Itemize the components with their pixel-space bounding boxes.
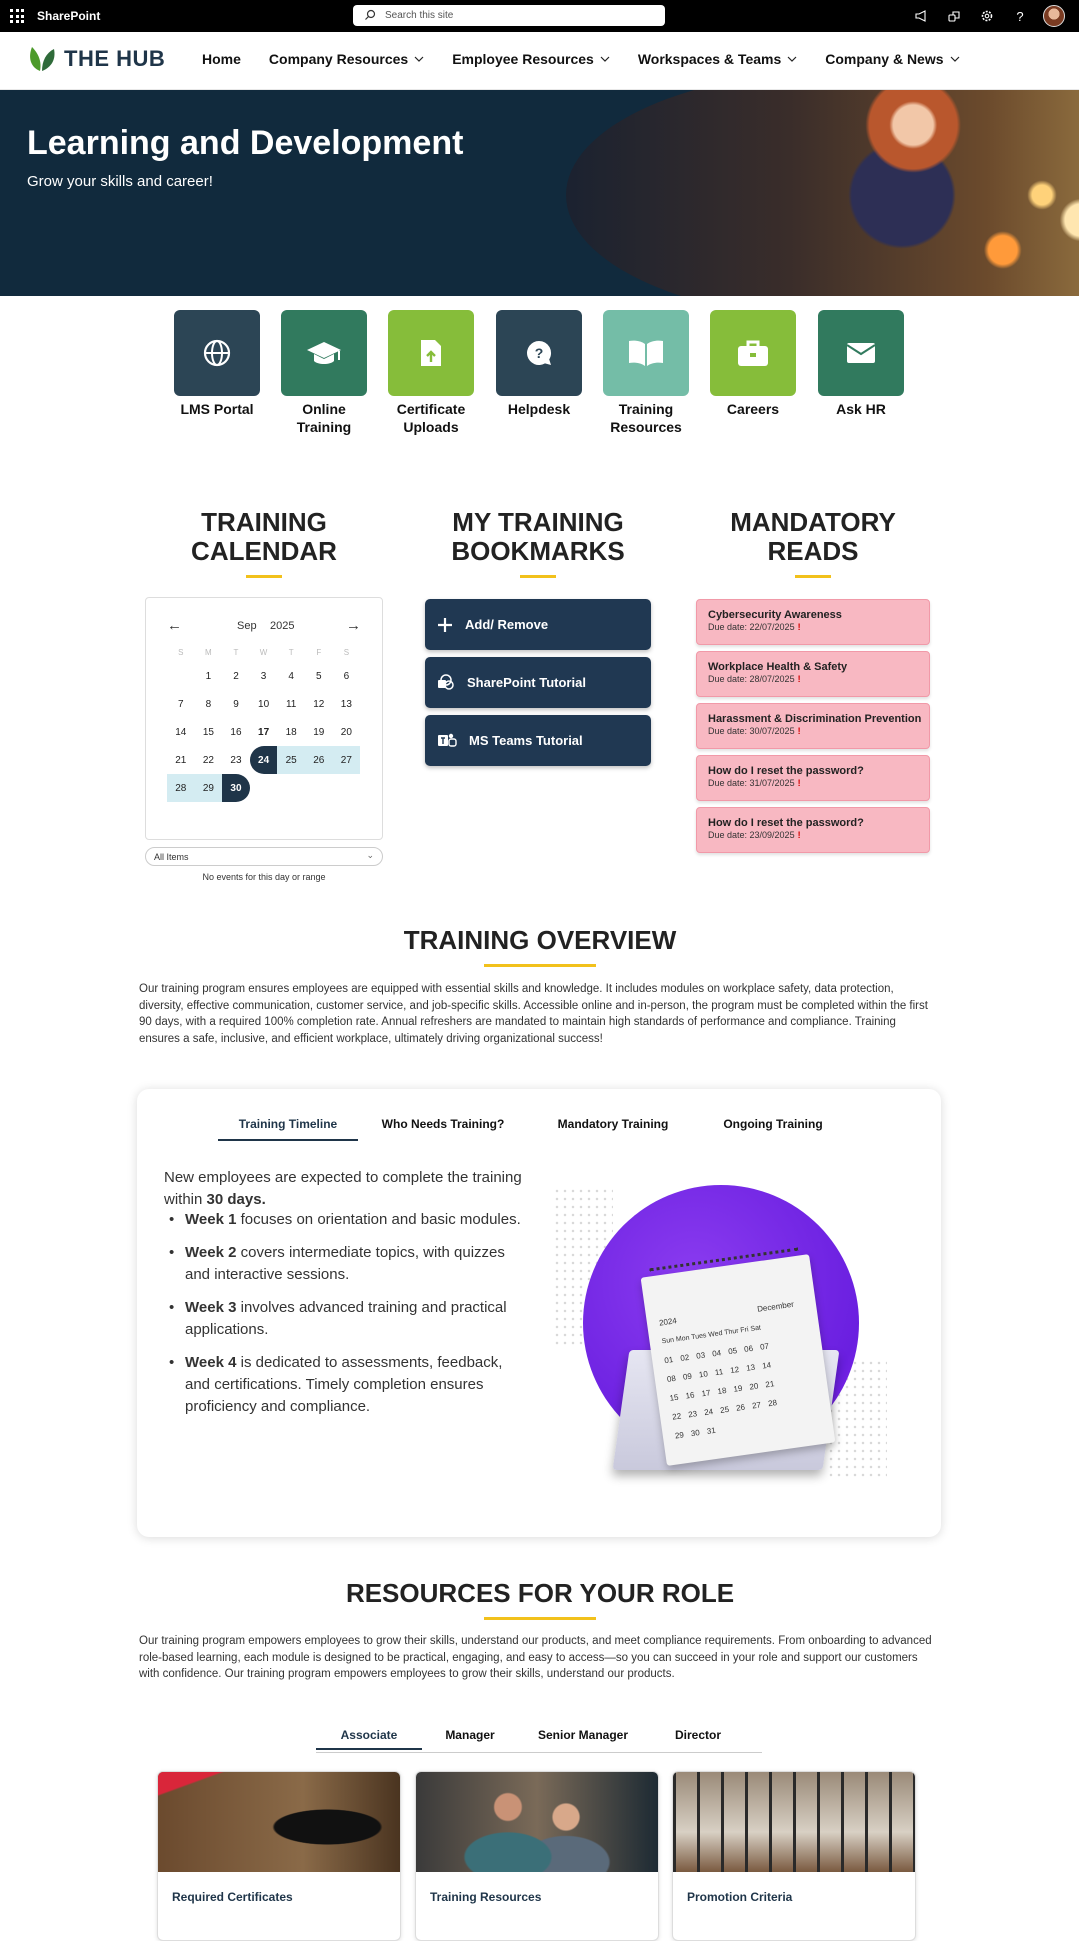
tab-director[interactable]: Director	[674, 1728, 721, 1742]
calendar-day[interactable]: 1	[205, 670, 212, 682]
tab-associate[interactable]: Associate	[316, 1728, 422, 1750]
read-title: Workplace Health & Safety	[708, 661, 848, 673]
search-input[interactable]	[353, 5, 665, 26]
logo-text: THE HUB	[64, 46, 166, 71]
mandatory-read-item[interactable]	[696, 755, 930, 801]
alert-icon: !	[797, 622, 801, 632]
hero-subtitle: Grow your skills and career!	[27, 173, 213, 190]
alert-icon: !	[797, 778, 801, 788]
resources-heading: RESOURCES FOR YOUR ROLE	[345, 1578, 735, 1608]
bookmark-add-remove[interactable]	[425, 599, 651, 650]
overview-heading: TRAINING OVERVIEW	[403, 925, 677, 955]
illustration-month: December	[756, 1299, 795, 1314]
leaf-logo-icon	[26, 45, 58, 73]
tab-who-needs-training[interactable]: Who Needs Training?	[381, 1117, 505, 1131]
calendar-year[interactable]: 2025	[270, 620, 295, 632]
card-title: Required Certificates	[172, 1890, 293, 1904]
envelope-icon	[818, 310, 904, 396]
site-navigation	[0, 32, 1079, 90]
chevron-down-icon	[787, 56, 797, 62]
calendar-day[interactable]: 5	[315, 670, 322, 682]
tab-ongoing-training[interactable]: Ongoing Training	[723, 1117, 823, 1131]
read-due-date: Due date: 30/07/2025	[708, 726, 795, 736]
read-due-date: Due date: 23/09/2025	[708, 830, 795, 840]
calendar-day-in-range[interactable]: 29	[195, 774, 223, 802]
resource-card[interactable]	[415, 1771, 659, 1941]
calendar-day[interactable]: 7	[178, 698, 184, 710]
bookmarks-heading: MY TRAINING BOOKMARKS	[451, 507, 625, 566]
calendar-day-in-range[interactable]: 26	[305, 746, 333, 774]
training-calendar	[145, 597, 383, 840]
quick-link-training-resources[interactable]	[596, 310, 696, 436]
calendar-day[interactable]: 23	[230, 754, 242, 766]
hero-image	[566, 90, 1079, 296]
calendar-filter-dropdown[interactable]	[145, 847, 383, 866]
bookmark-label: Add/ Remove	[465, 617, 549, 632]
quick-link-lms-portal[interactable]	[167, 310, 267, 418]
quick-link-label: Ask HR	[836, 401, 886, 417]
resources-text: Our training program empowers employees to grow their skills, understand our products, and meet compliance requirements. From onboarding to advanced role-based learning, each module is designed to be practical, engaging, and easy to access—so you can succeed in your role and support our customers with confidence. Our training program empowers employees to grow their skills, understand our products.	[139, 1635, 932, 1680]
calendar-day[interactable]: 16	[230, 726, 242, 738]
bookmark-ms-teams-tutorial[interactable]	[425, 715, 651, 766]
calendar-day[interactable]: 12	[313, 698, 325, 710]
calendar-day[interactable]: 4	[288, 670, 294, 682]
nav-home[interactable]: Home	[202, 51, 241, 67]
resource-card[interactable]	[672, 1771, 916, 1941]
bookmark-sharepoint-tutorial[interactable]	[425, 657, 651, 708]
sharepoint-icon	[437, 674, 455, 692]
book-icon	[603, 310, 689, 396]
filter-value: All Items	[154, 852, 189, 862]
help-icon[interactable]: ?	[1016, 8, 1024, 24]
calendar-day-in-range[interactable]: 27	[333, 746, 361, 774]
read-due-date: Due date: 22/07/2025	[708, 622, 795, 632]
calendar-day[interactable]: 6	[343, 670, 350, 682]
hero-banner	[0, 90, 1079, 296]
illustration-weekdays: Sun Mon Tues Wed Thur Fri Sat	[661, 1324, 762, 1346]
calendar-day-in-range[interactable]: 25	[277, 746, 305, 774]
briefcase-icon	[710, 310, 796, 396]
site-logo[interactable]	[26, 45, 165, 73]
card-image	[416, 1772, 658, 1872]
list-item: • Week 2 covers intermediate topics, with quizzes and interactive sessions.	[164, 1242, 524, 1286]
quick-link-careers[interactable]	[703, 310, 803, 418]
heading-underline	[484, 1617, 596, 1620]
quick-link-label: Helpdesk	[507, 401, 571, 417]
heading-underline	[484, 964, 596, 967]
list-item: • Week 4 is dedicated to assessments, feedback, and certifications. Timely completion ensures proficiency and compliance.	[164, 1352, 524, 1418]
quick-link-helpdesk[interactable]	[489, 310, 589, 418]
nav-company-news[interactable]: Company & News	[825, 51, 959, 67]
chevron-down-icon: ⌄	[366, 850, 374, 860]
quick-link-label: Certificate Uploads	[396, 401, 466, 435]
overview-text: Our training program ensures employees are equipped with essential skills and knowledge. It includes modules on workplace safety, data protection, diversity, effective communication, customer service, and job-specific skills. Accessible online and in-person, the program must be completed within the first 90 days, with a required 100% completion rate. Annual refreshers are mandated to maintain high standards of performance and compliance. Training ensures a safe, inclusive, and efficient workplace, ultimately driving organizational success!	[139, 983, 928, 1045]
hero-title: Learning and Development	[27, 124, 464, 162]
heading-underline	[520, 575, 556, 578]
read-title: Cybersecurity Awareness	[708, 609, 842, 621]
tab-manager[interactable]: Manager	[445, 1728, 495, 1742]
alert-icon: !	[797, 674, 801, 684]
calendar-day[interactable]: 3	[260, 670, 267, 682]
calendar-day-selected[interactable]: 30	[222, 774, 250, 802]
search-icon	[364, 9, 376, 21]
plus-icon	[437, 617, 453, 633]
calendar-day[interactable]: 2	[233, 670, 239, 682]
read-due-date: Due date: 31/07/2025	[708, 778, 795, 788]
no-events-text: No events for this day or range	[202, 872, 326, 882]
illustration-row: 29 30 31	[674, 1425, 717, 1441]
mandatory-read-item[interactable]	[696, 599, 930, 645]
desk-calendar-illustration	[583, 1185, 863, 1475]
mandatory-read-item[interactable]	[696, 807, 930, 853]
calendar-day-today[interactable]: 17	[258, 726, 270, 738]
resource-card[interactable]	[157, 1771, 401, 1941]
calendar-day[interactable]: 19	[313, 726, 325, 738]
chevron-down-icon	[950, 56, 960, 62]
illustration-year: 2024	[658, 1316, 678, 1328]
quick-link-label: Online Training	[296, 401, 352, 435]
globe-icon	[174, 310, 260, 396]
calendar-day[interactable]: 9	[233, 698, 239, 710]
bookmark-label: SharePoint Tutorial	[467, 675, 586, 690]
calendar-month[interactable]: Sep	[237, 620, 257, 632]
read-title: How do I reset the password?	[708, 817, 864, 829]
quick-link-certificate-uploads[interactable]	[381, 310, 481, 436]
calendar-day[interactable]: 10	[258, 698, 270, 710]
timeline-intro: New employees are expected to complete the training within 30 days.	[164, 1169, 522, 1208]
calendar-day[interactable]: 18	[285, 726, 297, 738]
illustration-row: 08 09 10 11 12 13 14	[666, 1360, 772, 1385]
role-tabs	[316, 1723, 762, 1753]
quick-link-label: Careers	[726, 401, 780, 417]
tab-mandatory-training[interactable]: Mandatory Training	[557, 1117, 669, 1131]
question-bubble-icon	[496, 310, 582, 396]
calendar-day[interactable]: 13	[340, 698, 352, 710]
training-tabs-card	[137, 1089, 941, 1537]
alert-icon: !	[797, 830, 801, 840]
calendar-day[interactable]: 21	[175, 754, 187, 766]
calendar-day[interactable]: 20	[340, 726, 352, 738]
share-icon[interactable]	[944, 6, 964, 26]
mandatory-heading: MANDATORY READS	[730, 507, 896, 566]
avatar[interactable]	[1043, 5, 1065, 27]
app-name[interactable]: SharePoint	[37, 9, 101, 23]
quick-link-ask-hr[interactable]	[811, 310, 911, 418]
chevron-down-icon	[600, 56, 610, 62]
tab-senior-manager[interactable]: Senior Manager	[537, 1728, 629, 1742]
tab-training-timeline[interactable]: Training Timeline	[218, 1117, 358, 1141]
bookmark-label: MS Teams Tutorial	[469, 733, 583, 748]
list-item: • Week 3 involves advanced training and practical applications.	[164, 1297, 524, 1341]
app-launcher-icon[interactable]	[10, 9, 24, 23]
mandatory-read-item[interactable]	[696, 651, 930, 697]
suite-bar	[0, 0, 1079, 32]
calendar-day[interactable]: 22	[202, 754, 214, 766]
search-placeholder: Search this site	[385, 10, 454, 21]
file-upload-icon	[388, 310, 474, 396]
nav-company-resources[interactable]: Company Resources	[269, 51, 424, 67]
read-title: How do I reset the password?	[708, 765, 864, 777]
heading-underline	[246, 575, 282, 578]
calendar-day[interactable]: 11	[285, 698, 297, 710]
heading-underline	[795, 575, 831, 578]
quick-link-online-training[interactable]	[274, 310, 374, 436]
quick-link-label: Training Resources	[610, 401, 682, 435]
card-title: Promotion Criteria	[687, 1890, 793, 1904]
nav-workspaces-teams[interactable]: Workspaces & Teams	[638, 51, 797, 67]
illustration-row: 01 02 03 04 05 06 07	[663, 1341, 770, 1366]
list-item: • Week 1 focuses on orientation and basic modules.	[164, 1209, 524, 1231]
card-title: Training Resources	[430, 1890, 542, 1904]
illustration-row: 15 16 17 18 19 20 21	[669, 1379, 775, 1403]
next-month-icon[interactable]: →	[346, 617, 361, 634]
teams-icon	[437, 732, 457, 750]
calendar-heading: TRAINING CALENDAR	[191, 507, 337, 566]
calendar-day-selected[interactable]: 24	[250, 746, 278, 774]
alert-icon: !	[797, 726, 801, 736]
calendar-day[interactable]: 14	[175, 726, 187, 738]
calendar-day[interactable]: 15	[202, 726, 214, 738]
graduation-cap-icon	[281, 310, 367, 396]
quick-link-label: LMS Portal	[180, 401, 254, 417]
calendar-day[interactable]: 8	[205, 698, 212, 710]
calendar-days	[167, 662, 360, 802]
mandatory-read-item[interactable]	[696, 703, 930, 749]
svg-text:?: ?	[534, 345, 544, 361]
read-due-date: Due date: 28/07/2025	[708, 674, 795, 684]
gear-icon[interactable]	[977, 6, 997, 26]
chevron-down-icon	[414, 56, 424, 62]
timeline-weeks	[164, 1209, 524, 1429]
card-image	[673, 1772, 915, 1872]
card-image	[158, 1772, 400, 1872]
weekday-header: S M T W T F S	[178, 648, 350, 657]
megaphone-icon[interactable]	[911, 6, 931, 26]
previous-month-icon[interactable]: ←	[167, 617, 182, 634]
nav-employee-resources[interactable]: Employee Resources	[452, 51, 610, 67]
read-title: Harassment & Discrimination Prevention	[708, 713, 922, 725]
illustration-row: 22 23 24 25 26 27 28	[671, 1398, 778, 1422]
calendar-day-in-range[interactable]: 28	[167, 774, 195, 802]
